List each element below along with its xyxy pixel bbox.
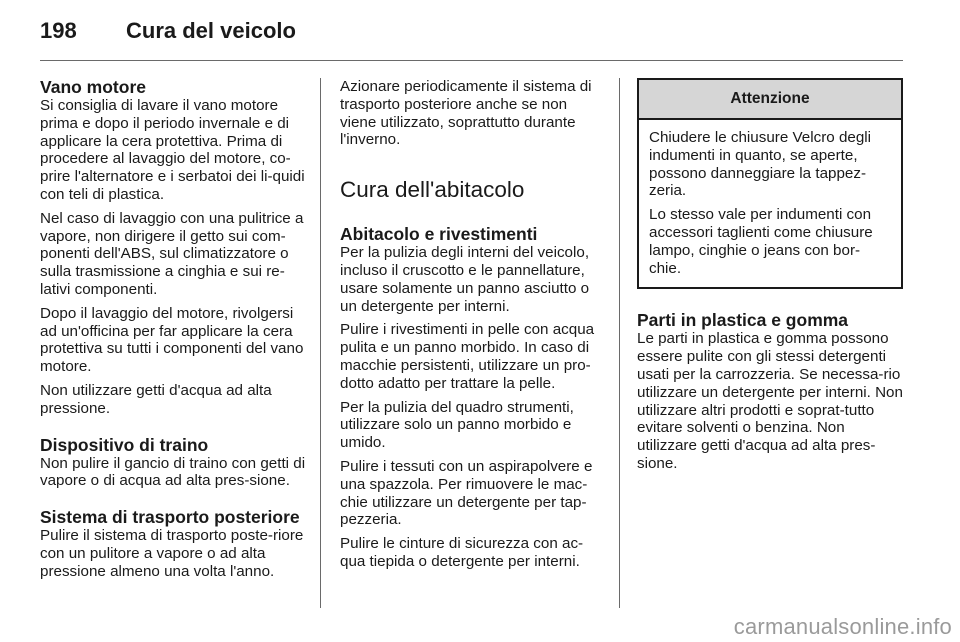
warning-box [637, 78, 903, 289]
paragraph: Pulire il sistema di trasporto poste-riore con un pulitore a vapore o ad alta pressione almeno una volta l'anno. [40, 527, 304, 580]
chapter-title: Cura del veicolo [126, 18, 296, 43]
warning-paragraph: Lo stesso vale per indumenti con accessori taglienti come chiusure lampo, cinghie o jeans con bor-chie. [649, 206, 873, 277]
section-heading-parti-plastica-gomma: Parti in plastica e gomma [637, 310, 849, 331]
section-heading-vano-motore: Vano motore [40, 77, 146, 97]
section-heading-dispositivo-di-traino: Dispositivo di traino [40, 434, 209, 455]
column-divider [619, 78, 620, 608]
watermark: carmanualsonline.info [733, 614, 952, 639]
paragraph: Pulire le cinture di sicurezza con ac-qua tiepida o detergente per interni. [340, 535, 584, 570]
paragraph: Dopo il lavaggio del motore, rivolgersi ad un'officina per far applicare la cera protettiva su tutti i componenti del vano motore. [40, 304, 304, 376]
section-heading-sistema-trasporto: Sistema di trasporto posteriore [40, 507, 300, 528]
paragraph: Nel caso di lavaggio con una pulitrice a vapore, non dirigere il getto sui com-ponenti dell'ABS, sul climatizzatore o sulla trasmissione a cinghia e sui re-lativi componenti. [40, 209, 304, 298]
paragraph: Pulire i tessuti con un aspirapolvere e una spazzola. Per rimuovere le mac-chie utilizzare un detergente per tap-pezzeria. [340, 457, 593, 529]
page-header [40, 18, 296, 44]
header-rule [40, 60, 903, 61]
column-left [40, 78, 306, 587]
paragraph: Si consiglia di lavare il vano motore prima e dopo il periodo invernale e di applicare la cera protettiva. Prima di procedere al lavaggio del motore, co-prire l'alternatore e i serbatoi dei li-quidi con teli di plastica. [40, 97, 305, 203]
column-divider [320, 78, 321, 608]
page-number: 198 [40, 18, 77, 43]
section-heading-abitacolo-rivestimenti: Abitacolo e rivestimenti [340, 224, 538, 245]
paragraph: Non utilizzare getti d'acqua ad alta pressione. [40, 381, 272, 417]
paragraph: Per la pulizia del quadro strumenti, utilizzare solo un panno morbido e umido. [340, 398, 574, 452]
paragraph: Azionare periodicamente il sistema di trasporto posteriore anche se non viene utilizzato, soprattutto durante l'inverno. [340, 78, 592, 149]
warning-paragraph: Chiudere le chiusure Velcro degli indumenti in quanto, se aperte, possono danneggiare la tappez-zeria. [649, 129, 872, 200]
paragraph: Pulire i rivestimenti in pelle con acqua pulita e un panno morbido. In caso di macchie persistenti, utilizzare un pro-dotto adatto per trattare la pelle. [340, 321, 595, 392]
column-right [637, 78, 903, 479]
column-middle [340, 78, 606, 577]
warning-title: Attenzione [639, 80, 901, 120]
paragraph: Le parti in plastica e gomma possono essere pulite con gli stessi detergenti usati per la carrozzeria. Se necessa-rio utilizzare un detergente per interni. Non utilizzare altri prodotti e soprat-tutto evitare solventi o benzina. Non utilizzare getti d'acqua ad alta pres-sione. [637, 330, 903, 472]
chapter-heading-cura-abitacolo: Cura dell'abitacolo [340, 177, 525, 203]
paragraph: Per la pulizia degli interni del veicolo, incluso il cruscotto e le pannellature, usare solamente un panno asciutto o un detergente per interni. [340, 244, 590, 315]
paragraph: Non pulire il gancio di traino con getti di vapore o di acqua ad alta pres-sione. [40, 454, 306, 490]
